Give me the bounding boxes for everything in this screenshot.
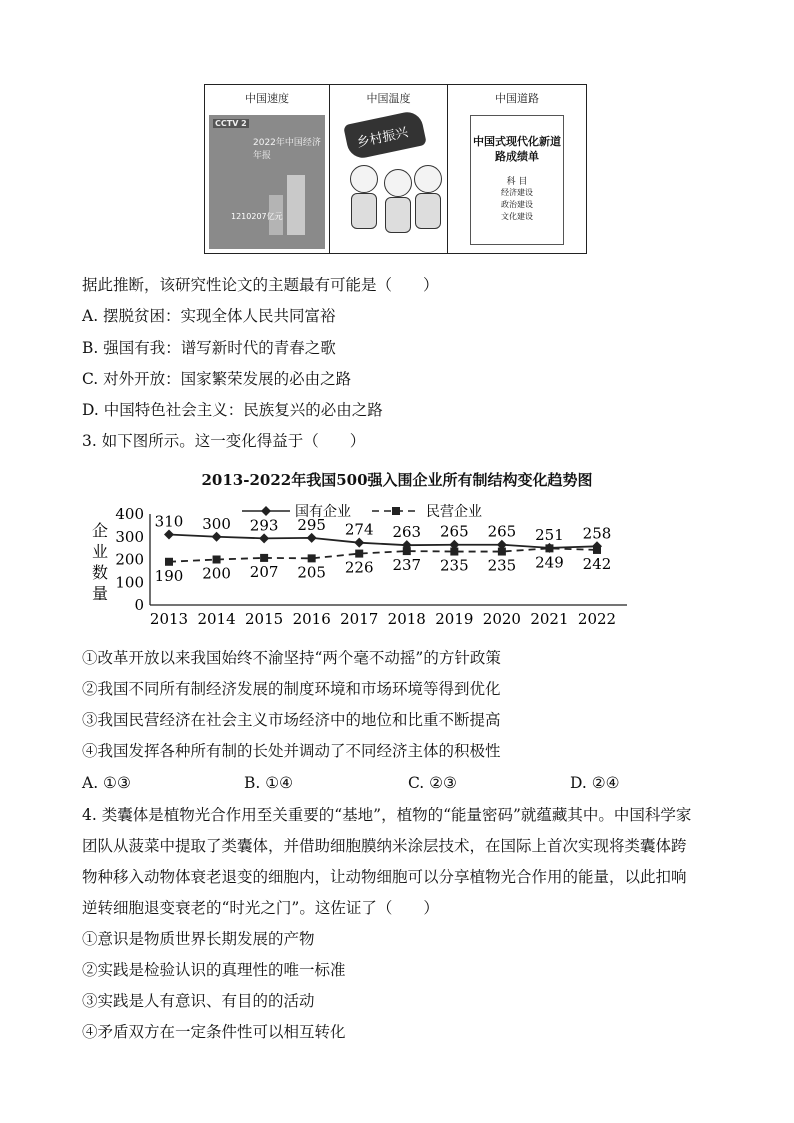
panel-china-warmth (330, 85, 448, 253)
y-tick-label: 200 (115, 550, 144, 569)
kid-body (351, 193, 377, 229)
kid-body (415, 193, 441, 229)
flag-text: 乡村振兴 (355, 125, 410, 151)
x-tick-label: 2014 (197, 610, 236, 628)
q3-choice-d: D. ②④ (570, 774, 620, 792)
data-point-private (545, 544, 553, 552)
data-point-state (164, 529, 174, 539)
data-label-state: 258 (582, 524, 612, 543)
kids-illustration (336, 109, 441, 247)
data-point-private (308, 554, 316, 562)
q4-line-4: 逆转细胞退变衰老的“时光之门”。这佐证了（ ） (82, 899, 439, 917)
x-tick-label: 2020 (482, 610, 521, 628)
data-label-private: 235 (487, 556, 517, 575)
panel-china-road (448, 85, 586, 253)
data-label-state: 263 (392, 523, 422, 542)
x-tick-label: 2021 (530, 610, 569, 628)
q4-statement-1: ①意识是物质世界长期发展的产物 (82, 930, 315, 948)
doc-item: 文化建设 (501, 212, 533, 221)
data-label-state: 274 (344, 520, 374, 539)
data-label-private: 235 (440, 556, 469, 575)
panel-china-speed (205, 85, 330, 253)
data-label-private: 207 (249, 562, 279, 581)
kid-head (384, 169, 412, 197)
data-label-state: 295 (297, 515, 326, 534)
data-label-private: 190 (154, 566, 184, 585)
data-label-private: 226 (344, 558, 374, 577)
flag-icon (343, 109, 427, 160)
q4-statement-2: ②实践是检验认识的真理性的唯一标准 (82, 961, 346, 979)
y-tick-label: 400 (115, 505, 144, 523)
data-point-state (212, 532, 222, 542)
q4-line-1: 4. 类囊体是植物光合作用至关重要的“基地”，植物的“能量密码”就蕴藏其中。中国科学家 (82, 806, 692, 824)
x-tick-label: 2019 (435, 610, 474, 628)
q3-statement-3: ③我国民营经济在社会主义市场经济中的地位和比重不断提高 (82, 711, 501, 729)
tv-screenshot (209, 115, 325, 249)
panel-title: 中国温度 (366, 92, 411, 105)
q4-statement-3: ③实践是人有意识、有目的的活动 (82, 992, 315, 1010)
q4-line-3: 物种移入动物体衰老退变的细胞内，让动物细胞可以分享植物光合作用的能量，以此扣响 (82, 868, 687, 886)
y-axis-label-char: 企 (91, 521, 109, 540)
legend-label-state: 国有企业 (295, 504, 351, 520)
data-label-state: 300 (202, 514, 231, 533)
q4-line-2: 团队从菠菜中提取了类囊体，并借助细胞膜纳米涂层技术，在国际上首次实现将类囊体跨 (82, 837, 687, 855)
doc-sub: 科 目 (506, 177, 528, 187)
data-label-state: 293 (249, 516, 279, 535)
x-tick-label: 2022 (577, 610, 617, 628)
data-label-private: 242 (582, 554, 612, 573)
q3-statement-2: ②我国不同所有制经济发展的制度环境和市场环境等得到优化 (82, 680, 501, 698)
y-axis-label-char: 业 (91, 542, 109, 561)
building-shape (287, 175, 305, 235)
q3-choice-a: A. ①③ (82, 774, 131, 792)
ownership-line-chart (82, 494, 642, 629)
q2-option-c: C. 对外开放：国家繁荣发展的必由之路 (82, 370, 352, 388)
data-point-private (165, 558, 173, 566)
data-label-private: 205 (297, 563, 326, 582)
image-strip (204, 84, 587, 254)
doc-item: 政治建设 (501, 200, 533, 209)
panel-title: 中国速度 (245, 92, 289, 105)
q3-statement-4: ④我国发挥各种所有制的长处并调动了不同经济主体的积极性 (82, 742, 501, 760)
q2-option-b: B. 强国有我：谱写新时代的青春之歌 (82, 339, 336, 357)
data-label-state: 265 (487, 522, 517, 541)
x-tick-label: 2013 (149, 610, 189, 628)
data-point-private (355, 550, 363, 558)
data-label-private: 249 (535, 553, 564, 572)
data-point-state (259, 533, 269, 543)
y-axis-label-char: 数 (91, 563, 109, 582)
panel-title: 中国道路 (495, 92, 539, 105)
doc-heading: 中国式现代化新道路成绩单 (473, 135, 561, 163)
tv-caption: 1210207亿元 (231, 212, 283, 221)
legend-label-private: 民营企业 (426, 504, 482, 520)
q2-option-a: A. 摆脱贫困：实现全体人民共同富裕 (82, 307, 336, 325)
y-axis-label-char: 量 (91, 584, 109, 603)
tv-headline: 2022年中国经济年报 (253, 138, 321, 161)
legend-marker-private (392, 507, 400, 515)
kid-head (350, 165, 378, 193)
x-tick-label: 2016 (292, 610, 331, 628)
legend-marker-state (261, 506, 271, 516)
data-label-state: 310 (154, 512, 184, 531)
kid-body (385, 197, 411, 233)
q3-choice-b: B. ①④ (244, 774, 294, 792)
q3-statement-1: ①改革开放以来我国始终不渝坚持“两个毫不动摇”的方针政策 (82, 649, 501, 667)
y-tick-label: 300 (115, 527, 144, 546)
q3-stem: 3. 如下图所示。这一变化得益于（ ） (82, 432, 366, 450)
x-tick-label: 2015 (245, 610, 284, 628)
y-tick-label: 100 (115, 573, 144, 592)
scorecard-document (470, 115, 564, 245)
data-point-state (354, 538, 364, 548)
data-point-private (498, 548, 506, 556)
y-tick-label: 0 (134, 596, 144, 614)
data-label-state: 265 (440, 522, 469, 541)
q2-option-d: D. 中国特色社会主义：民族复兴的必由之路 (82, 401, 383, 419)
chart-title: 2013-2022年我国500强入围企业所有制结构变化趋势图 (201, 471, 593, 489)
data-point-private (403, 547, 411, 555)
data-label-state: 251 (535, 525, 564, 544)
data-point-private (593, 546, 601, 554)
series-line-private (169, 548, 597, 561)
series-line-state (169, 534, 597, 547)
data-label-private: 237 (392, 556, 422, 575)
data-point-private (213, 556, 221, 564)
kid-head (414, 165, 442, 193)
x-tick-label: 2018 (387, 610, 426, 628)
data-point-state (307, 533, 317, 543)
x-tick-label: 2017 (340, 610, 379, 628)
data-label-private: 200 (202, 564, 231, 583)
q3-choice-c: C. ②③ (408, 774, 457, 792)
cctv-logo: CCTV 2 (215, 119, 247, 128)
data-point-private (450, 548, 458, 556)
q2-stem: 据此推断，该研究性论文的主题最有可能是（ ） (82, 276, 439, 294)
data-point-private (260, 554, 268, 562)
doc-item: 经济建设 (501, 188, 533, 197)
q4-statement-4: ④矛盾双方在一定条件性可以相互转化 (82, 1023, 346, 1041)
